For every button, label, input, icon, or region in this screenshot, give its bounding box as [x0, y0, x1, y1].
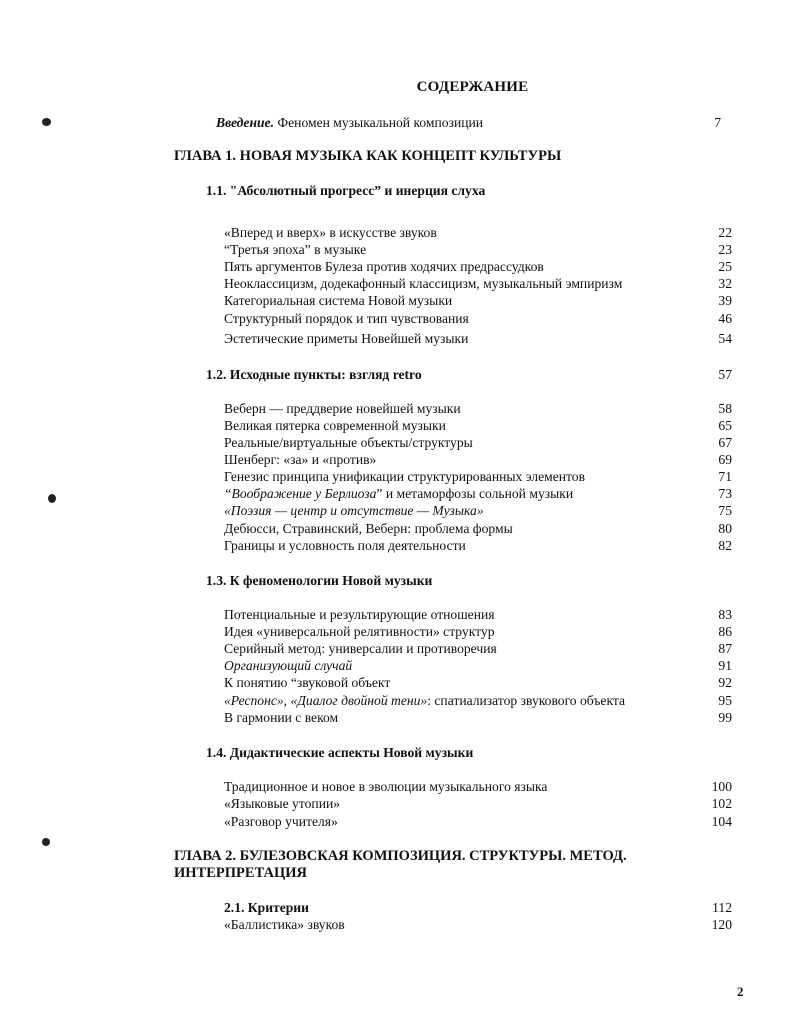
- toc-entry: «Разговор учителя» 104: [224, 814, 732, 829]
- toc-entry: «Баллистика» звуков 120: [224, 917, 732, 932]
- chapter-1-title: ГЛАВА 1. НОВАЯ МУЗЫКА КАК КОНЦЕПТ КУЛЬТУРЫ: [174, 148, 562, 164]
- toc-entry: «Респонс», «Диалог двойной тени»: спатиализатор звукового объекта 95: [224, 693, 732, 708]
- toc-entry: Потенциальные и результирующие отношения 83: [224, 607, 732, 622]
- chapter-2-title-line1: ГЛАВА 2. БУЛЕЗОВСКАЯ КОМПОЗИЦИЯ. СТРУКТУРЫ. МЕТОД.: [174, 848, 627, 864]
- scan-speck: [42, 118, 51, 126]
- intro-lead: Введение.: [216, 115, 274, 130]
- scan-speck: [42, 838, 50, 846]
- toc-entry: Великая пятерка современной музыки 65: [224, 418, 732, 433]
- section-1-4-title: 1.4. Дидактические аспекты Новой музыки: [206, 745, 474, 760]
- toc-entry: Организующий случай 91: [224, 658, 732, 673]
- chapter-2-title-line2: ИНТЕРПРЕТАЦИЯ: [174, 865, 308, 881]
- toc-entry: Категориальная система Новой музыки 39: [224, 293, 732, 308]
- page-title: СОДЕРЖАНИЕ: [416, 79, 529, 95]
- scan-speck: [48, 494, 56, 503]
- toc-entry: В гармонии с веком 99: [224, 710, 732, 725]
- toc-entry: Неоклассицизм, додекафонный классицизм, музыкальный эмпиризм 32: [224, 276, 732, 291]
- toc-entry: «Вперед и вверх» в искусстве звуков 22: [224, 225, 732, 240]
- toc-entry: Пять аргументов Булеза против ходячих предрассудков 25: [224, 259, 732, 274]
- page-number: 2: [737, 984, 744, 999]
- toc-entry: Серийный метод: универсалии и противоречия 87: [224, 641, 732, 656]
- toc-entry: «Языковые утопии» 102: [224, 796, 732, 811]
- toc-entry: “Третья эпоха” в музыке 23: [224, 242, 732, 257]
- intro-entry: [216, 115, 721, 131]
- toc-entry: Границы и условность поля деятельности 82: [224, 538, 732, 553]
- toc-entry: Реальные/виртуальные объекты/структуры 67: [224, 435, 732, 450]
- toc-entry: «Поэзия — центр и отсутствие — Музыка» 75: [224, 503, 732, 518]
- toc-entry: К понятию “звуковой объект 92: [224, 675, 732, 690]
- toc-entry: Эстетические приметы Новейшей музыки 54: [224, 331, 732, 346]
- section-1-2-page: 57: [718, 367, 732, 382]
- section-1-1-title: 1.1. "Абсолютный прогресс” и инерция слуха: [206, 183, 486, 198]
- section-2-1-title: 2.1. Критерии 112: [224, 900, 732, 915]
- toc-entry: Веберн — преддверие новейшей музыки 58: [224, 401, 732, 416]
- toc-entry: Шенберг: «за» и «против» 69: [224, 452, 732, 467]
- toc-entry: Генезис принципа унификации структурированных элементов 71: [224, 469, 732, 484]
- section-1-2-title: 1.2. Исходные пункты: взгляд retro: [206, 367, 422, 382]
- toc-entry: Традиционное и новое в эволюции музыкального языка 100: [224, 779, 732, 794]
- toc-entry: Структурный порядок и тип чувствования 46: [224, 311, 732, 326]
- intro-text: Феномен музыкальной композиции: [274, 115, 484, 130]
- intro-page: 7: [714, 115, 721, 130]
- toc-entry: Идея «универсальной релятивности» структур 86: [224, 624, 732, 639]
- section-1-3-title: 1.3. К феноменологии Новой музыки: [206, 573, 433, 588]
- toc-entry: Дебюсси, Стравинский, Веберн: проблема формы 80: [224, 521, 732, 536]
- toc-entry: “Воображение у Берлиоза” и метаморфозы сольной музыки 73: [224, 486, 732, 501]
